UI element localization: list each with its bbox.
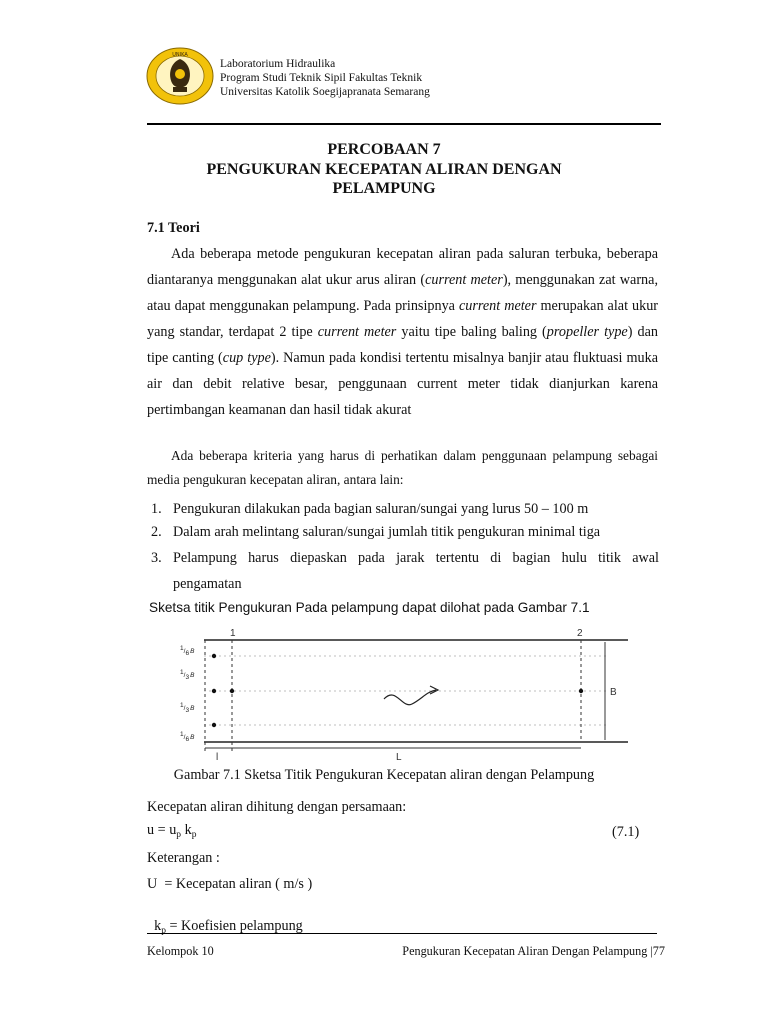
side-label-3: 1/3B	[180, 702, 195, 714]
section-heading: 7.1 Teori	[147, 220, 200, 236]
list-item-3-continued: pengamatan	[173, 576, 242, 592]
equation-intro: Kecepatan aliran dihitung dengan persamaan:	[147, 799, 407, 815]
measurement-point	[230, 689, 234, 693]
figure-label-1: 1	[230, 628, 236, 639]
header-rule	[147, 123, 661, 125]
figure-caption: Gambar 7.1 Sketsa Titik Pengukuran Kecepatan aliran dengan Pelampung	[173, 767, 595, 783]
list-item-2-number: 2.	[151, 524, 162, 540]
keterangan-u: U = Kecepatan aliran ( m/s )	[147, 876, 313, 892]
figure-svg	[174, 624, 630, 760]
measurement-point	[212, 689, 216, 693]
side-label-2: 1/3B	[180, 669, 195, 681]
svg-text:UNIKA: UNIKA	[172, 52, 188, 58]
side-label-4: 1/6B	[180, 731, 195, 743]
footer-right: Pengukuran Kecepatan Aliran Dengan Pelampung |77	[402, 944, 665, 958]
list-item-3: Pelampung harus diepaskan pada jarak tertentu di bagian hulu titik awal	[173, 550, 659, 566]
figure-label-B: B	[610, 687, 617, 698]
page-title-line-1: PERCOBAAN 7	[327, 141, 441, 158]
list-item-1-number: 1.	[151, 501, 162, 517]
measurement-point	[212, 654, 216, 658]
list-item-1: Pengukuran dilakukan pada bagian saluran/sungai yang lurus 50 – 100 m	[173, 501, 589, 517]
university-logo	[146, 47, 214, 105]
footer-left: Kelompok 10	[147, 944, 214, 958]
figure-label-l: l	[216, 752, 219, 760]
equation: $u = u_p$ $k_p$	[147, 822, 197, 840]
page-title-line-2: PENGUKURAN KECEPATAN ALIRAN DENGAN	[206, 161, 562, 178]
sketch-intro: Sketsa titik Pengukuran Pada pelampung dapat dilohat pada Gambar 7.1	[149, 600, 590, 615]
paragraph-theory: Ada beberapa metode pengukuran kecepatan aliran pada saluran terbuka, beberapa diantaranya menggunakan alat ukur arus aliran (current meter), menggunakan zat warna, atau dapat menggunakan pelampung. Pada prinsipnya current meter merupakan alat ukur yang standar, terdapat 2 tipe current meter yaitu tipe baling baling (propeller type) dan tipe canting (cup type). Namun pada kondisi tertentu misalnya banjir atau fluktuasi muka air dan debit relative besar, penggunaan current meter tidak dianjurkan karena pertimbangan keamanan dan hasil tidak akurat	[147, 246, 659, 418]
header-line-2: Program Studi Teknik Sipil Fakultas Teknik	[220, 72, 423, 84]
flow-arrow	[384, 690, 436, 705]
paragraph-criteria: Ada beberapa kriteria yang harus di perhatikan dalam penggunaan pelampung sebagai media pengukuran kecepatan aliran, antara lain:	[147, 448, 658, 487]
side-label-1: 1/6B	[180, 645, 195, 657]
figure-label-2: 2	[577, 628, 583, 639]
figure-sketch	[174, 624, 630, 760]
header-line-1: Laboratorium Hidraulika	[220, 58, 336, 70]
page-title-line-3: PELAMPUNG	[332, 180, 436, 197]
keterangan-k: $k_p$ = Koefisien pelampung	[154, 918, 303, 936]
keterangan-heading: Keterangan :	[147, 850, 220, 866]
equation-number: (7.1)	[612, 824, 640, 840]
measurement-point	[212, 723, 216, 727]
figure-label-L: L	[396, 752, 402, 760]
measurement-point	[579, 689, 583, 693]
footer-rule	[147, 933, 657, 934]
header-line-3: Universitas Katolik Soegijapranata Semarang	[220, 86, 430, 98]
list-item-3-number: 3.	[151, 550, 162, 566]
list-item-2: Dalam arah melintang saluran/sungai jumlah titik pengukuran minimal tiga	[173, 524, 601, 540]
